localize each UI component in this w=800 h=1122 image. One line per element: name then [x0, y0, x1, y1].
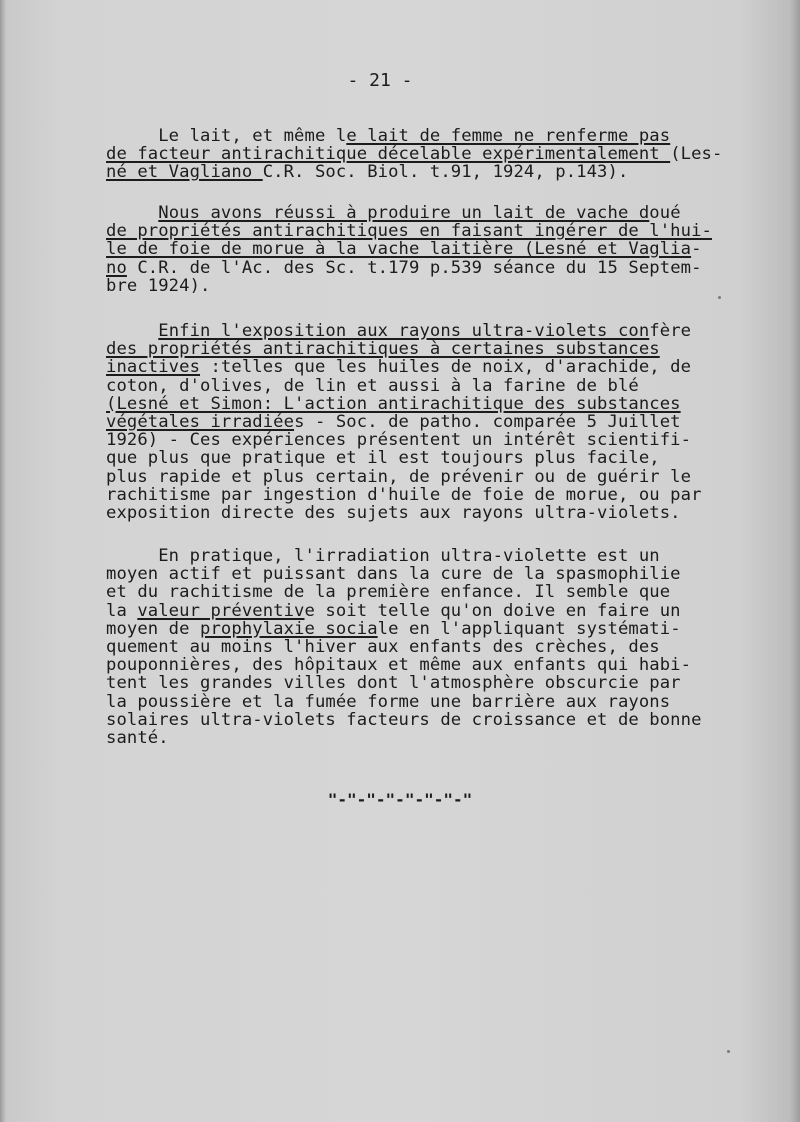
- text-line: quement au moins l'hiver aux enfants des crèches, des: [106, 636, 660, 657]
- text-line: rachitisme par ingestion d'huile de foie de morue, ou par: [106, 484, 702, 505]
- text-line: moyen actif et puissant dans la cure de la spasmophilie: [106, 564, 681, 585]
- text-line: de propriétés antirachitiques en faisant ingérer de l'hui-: [106, 221, 712, 242]
- text-line: inactives :telles que les huiles de noix, d'arachide, de: [106, 357, 692, 378]
- text-line: solaires ultra-violets facteurs de croissance et de bonne: [106, 709, 702, 730]
- text-line: la valeur préventive soit telle qu'on doive en faire un: [106, 600, 681, 621]
- text-line: moyen de prophylaxie sociale en l'appliquant systémati-: [106, 618, 681, 639]
- text-line: et du rachitisme de la première enfance. Il semble que: [106, 582, 671, 603]
- text-line: 1926) - Ces expériences présentent un intérêt scientifi-: [106, 430, 692, 451]
- paragraph-lait-de-femme: [106, 127, 756, 182]
- text-line: Enfin l'exposition aux rayons ultra-violets confère: [158, 321, 692, 341]
- text-line: que plus que pratique et il est toujours plus facile,: [106, 448, 660, 469]
- text-line: pouponnières, des hôpitaux et même aux enfants qui habi-: [106, 655, 692, 676]
- text-line: plus rapide et plus certain, de prévenir ou de guérir le: [106, 466, 692, 487]
- page-number: - 21 -: [347, 70, 413, 91]
- text-line: tent les grandes villes dont l'atmosphère obscurcie par: [106, 673, 681, 694]
- paper-speck: [718, 296, 721, 299]
- text-line: (Lesné et Simon: L'action antirachitique des substances: [106, 393, 681, 414]
- text-line: la poussière et la fumée forme une barrière aux rayons: [106, 691, 671, 712]
- text-line: né et Vagliano C.R. Soc. Biol. t.91, 1924, p.143).: [106, 162, 629, 183]
- paragraph-lait-de-vache: [106, 204, 756, 295]
- text-line: le de foie de morue à la vache laitière (Lesné et Vaglia-: [106, 239, 702, 260]
- paper-speck: [727, 1050, 730, 1053]
- text-line: des propriétés antirachitiques à certaines substances: [106, 339, 660, 360]
- text-line: exposition directe des sujets aux rayons ultra-violets.: [106, 502, 681, 523]
- text-line: coton, d'olives, de lin et aussi à la farine de blé: [106, 375, 639, 396]
- text-line: santé.: [106, 727, 169, 748]
- text-line: bre 1924).: [106, 275, 211, 296]
- text-line: végétales irradiées - Soc. de patho. comparée 5 Juillet: [106, 411, 681, 432]
- paragraph-rayons-ultra-violets: [106, 322, 756, 522]
- text-line: Le lait, et même le lait de femme ne renferme pas: [106, 126, 671, 146]
- text-line: de facteur antirachitique décelable expérimentalement (Les-: [106, 144, 723, 165]
- section-separator: "-"-"-"-"-"-"-": [327, 790, 473, 809]
- text-line: En pratique, l'irradiation ultra-violette est un: [106, 546, 660, 566]
- text-line: no C.R. de l'Ac. des Sc. t.179 p.539 séance du 15 Septem-: [106, 257, 702, 278]
- paragraph-en-pratique: [106, 547, 756, 747]
- text-line: Nous avons réussi à produire un lait de vache doué: [158, 203, 681, 223]
